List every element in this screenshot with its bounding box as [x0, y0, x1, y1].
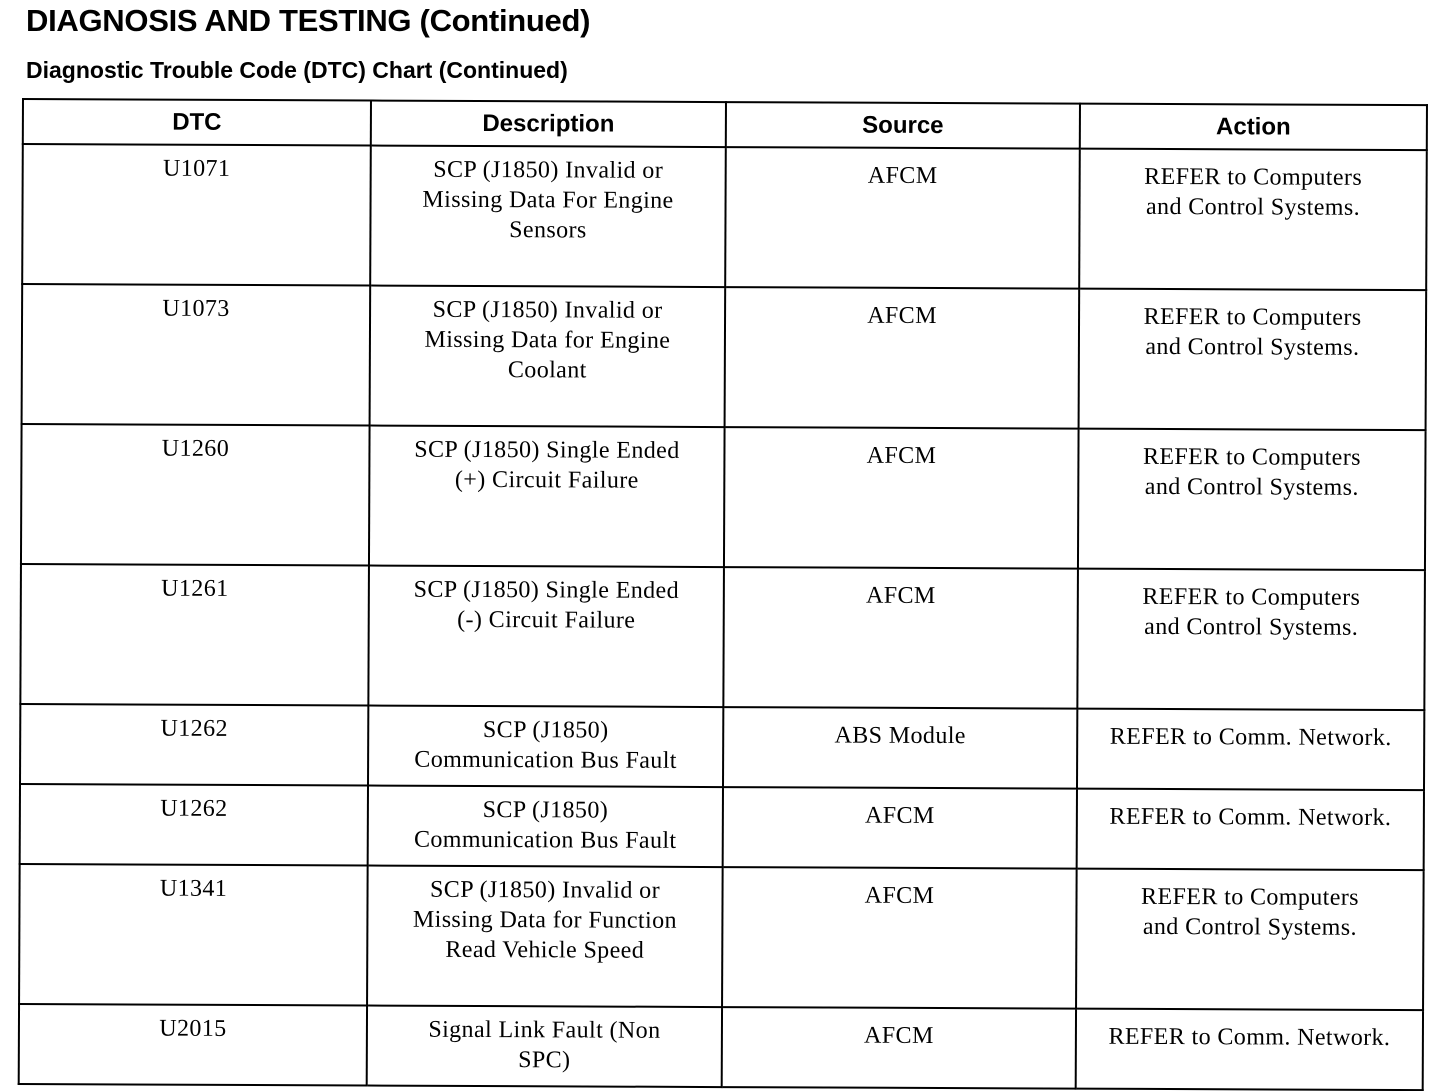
action-cell: REFER to Comm. Network. [1077, 789, 1424, 871]
action-cell: REFER to Computers and Control Systems. [1077, 569, 1425, 711]
column-header-description: Description [371, 101, 726, 148]
dtc-cell: U1073 [22, 284, 371, 426]
dtc-cell: U1262 [20, 704, 368, 786]
action-cell: REFER to Computers and Control Systems. [1078, 429, 1426, 571]
source-cell: AFCM [722, 867, 1077, 1009]
table-row [20, 784, 1424, 870]
action-cell: REFER to Computers and Control Systems. [1079, 289, 1427, 431]
dtc-chart-table [18, 98, 1428, 1091]
description-cell: SCP (J1850) Single Ended (+) Circuit Failure [369, 426, 725, 568]
section-title: Diagnostic Trouble Code (DTC) Chart (Continued) [26, 57, 568, 83]
table-row [22, 144, 1427, 290]
action-cell: REFER to Comm. Network. [1077, 709, 1424, 791]
source-cell: AFCM [723, 567, 1078, 709]
table-row [20, 704, 1424, 790]
dtc-cell: U1262 [20, 784, 368, 866]
dtc-cell: U1260 [21, 424, 370, 566]
dtc-cell: U1341 [19, 864, 368, 1006]
description-cell: Signal Link Fault (Non SPC) [367, 1006, 722, 1088]
description-cell: SCP (J1850) Invalid or Missing Data for Function Read Vehicle Speed [367, 866, 723, 1008]
table-row [19, 864, 1424, 1010]
dtc-cell: U1261 [20, 564, 369, 706]
dtc-cell: U1071 [22, 144, 371, 286]
column-header-dtc: DTC [23, 99, 371, 146]
table-header-row [23, 99, 1427, 150]
table-row [20, 564, 1425, 710]
description-cell: SCP (J1850) Invalid or Missing Data For Engine Sensors [370, 146, 726, 288]
source-cell: AFCM [725, 147, 1080, 289]
column-header-action: Action [1080, 104, 1427, 151]
description-cell: SCP (J1850) Communication Bus Fault [368, 786, 723, 868]
action-cell: REFER to Computers and Control Systems. [1079, 149, 1427, 291]
table-row [21, 424, 1426, 570]
source-cell: AFCM [723, 787, 1077, 869]
description-cell: SCP (J1850) Single Ended (-) Circuit Failure [368, 566, 724, 708]
action-cell: REFER to Comm. Network. [1076, 1009, 1423, 1091]
action-cell: REFER to Computers and Control Systems. [1076, 869, 1424, 1011]
description-cell: SCP (J1850) Invalid or Missing Data for Engine Coolant [370, 286, 726, 428]
dtc-cell: U2015 [19, 1004, 367, 1086]
table-row [22, 284, 1427, 430]
table-row [19, 1004, 1423, 1090]
source-cell: AFCM [724, 427, 1079, 569]
column-header-source: Source [726, 102, 1080, 149]
description-cell: SCP (J1850) Communication Bus Fault [368, 706, 723, 788]
source-cell: AFCM [725, 287, 1080, 429]
source-cell: ABS Module [723, 707, 1077, 789]
source-cell: AFCM [722, 1007, 1076, 1089]
page-title: DIAGNOSIS AND TESTING (Continued) [26, 3, 591, 38]
